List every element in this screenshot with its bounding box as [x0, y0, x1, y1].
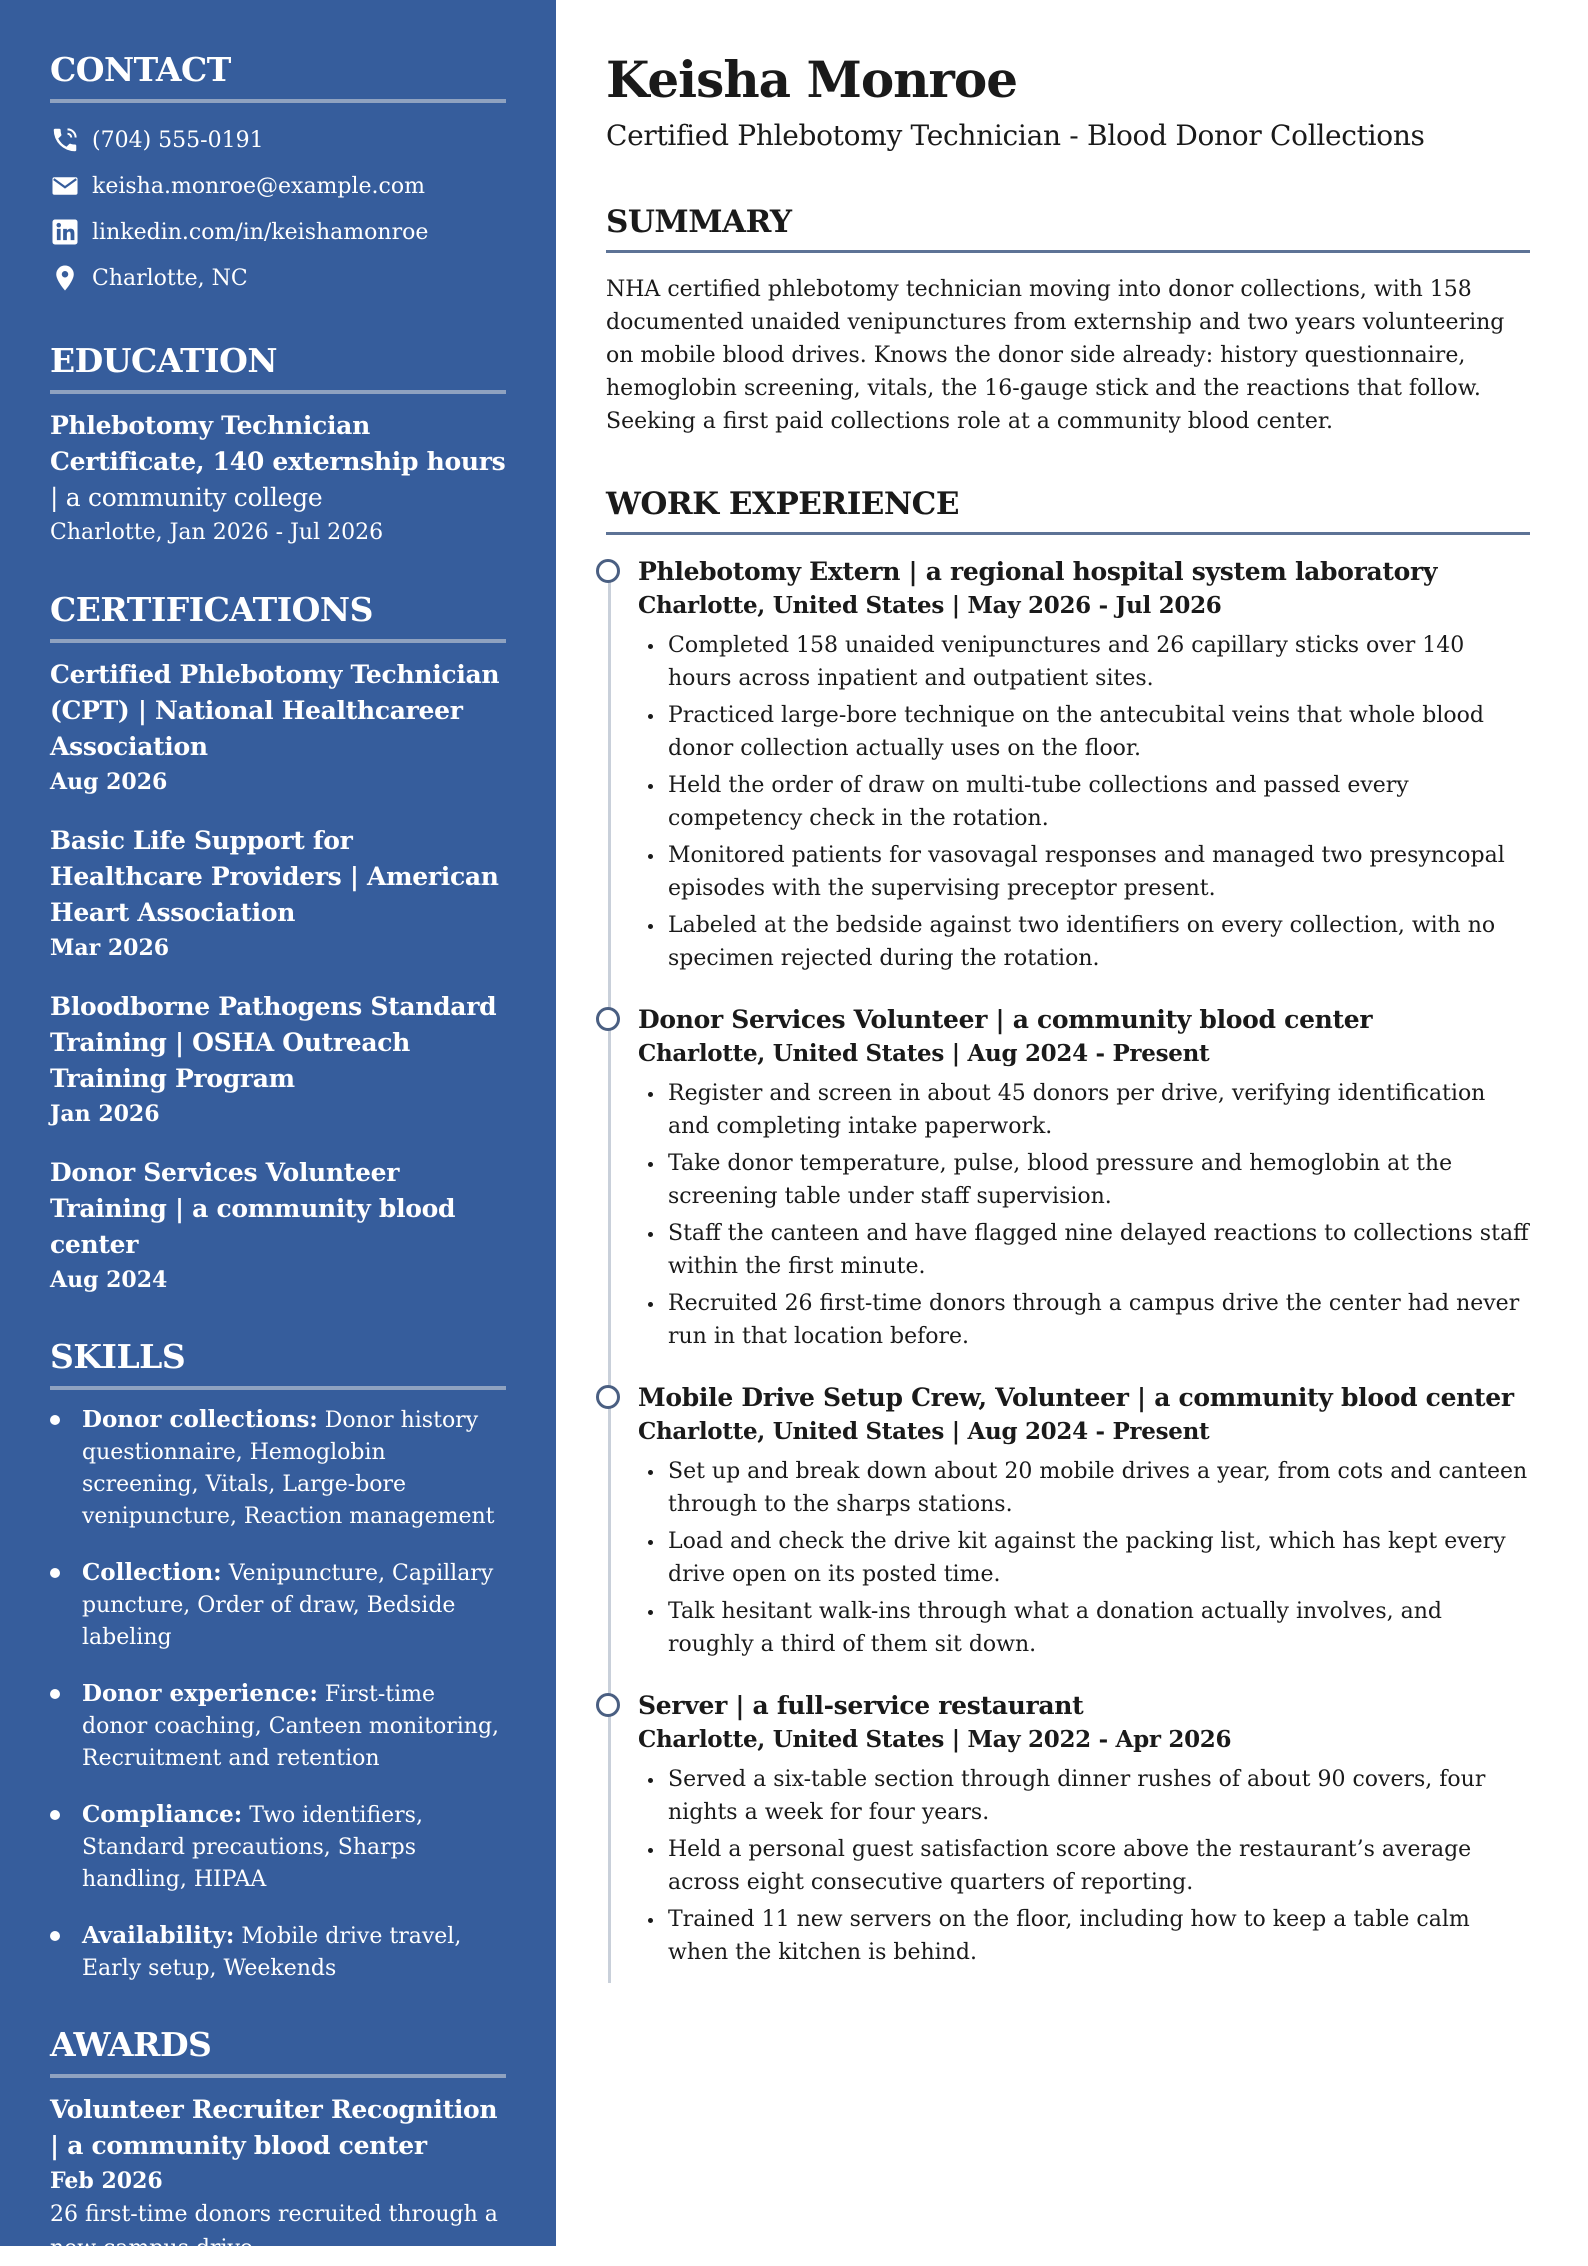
candidate-name: Keisha Monroe	[606, 50, 1018, 109]
job-bullet: Talk hesitant walk-ins through what a donation actually involves, and roughly a third of them sit down.	[638, 1595, 1530, 1661]
job-bullets	[638, 1763, 1530, 1969]
skill-name: Compliance:	[82, 1801, 243, 1828]
certification-date: Aug 2026	[50, 769, 168, 795]
contact-linkedin[interactable]	[50, 209, 506, 255]
certification-item	[50, 1155, 506, 1297]
job-bullet: Completed 158 unaided venipunctures and 26 capillary sticks over 140 hours across inpatient and outpatient sites.	[638, 629, 1530, 695]
experience-section	[606, 486, 1530, 1969]
skill-item	[50, 1404, 506, 1533]
summary-section	[606, 204, 1530, 438]
skill-value: Two identifiers, Standard precautions, Sharps handling, HIPAA	[82, 1803, 423, 1892]
contact-section	[50, 50, 506, 301]
skill-name: Availability:	[82, 1922, 235, 1949]
job-meta: Charlotte, United States | May 2026 - Jul 2026	[638, 592, 1222, 619]
certification-date: Jan 2026	[50, 1101, 160, 1127]
job-entry	[638, 1003, 1530, 1353]
education-degree: Phlebotomy Technician Certificate, 140 externship hours	[50, 411, 506, 476]
education-item	[50, 408, 506, 550]
timeline-dot	[596, 1385, 620, 1409]
job-bullet: Recruited 26 first-time donors through a campus drive the center had never run in that location before.	[638, 1287, 1530, 1353]
job-entry	[638, 555, 1530, 975]
sidebar	[0, 0, 556, 2261]
certification-date: Mar 2026	[50, 935, 170, 961]
awards-heading: AWARDS	[50, 2025, 506, 2078]
summary-heading: SUMMARY	[606, 204, 1530, 253]
job-bullet: Labeled at the bedside against two identifiers on every collection, with no specimen rejected during the rotation.	[638, 909, 1530, 975]
job-bullet: Trained 11 new servers on the floor, including how to keep a table calm when the kitchen is behind.	[638, 1903, 1530, 1969]
award-title: Volunteer Recruiter Recognition | a community blood center	[50, 2095, 498, 2160]
education-meta: Charlotte, Jan 2026 - Jul 2026	[50, 520, 384, 545]
contact-phone-text: (704) 555-0191	[92, 127, 264, 153]
award-description: 26 first-time donors recruited through a new campus drive.	[50, 2202, 498, 2261]
location-pin-icon	[50, 263, 80, 293]
job-meta: Charlotte, United States | Aug 2024 - Present	[638, 1418, 1210, 1445]
job-bullet: Take donor temperature, pulse, blood pressure and hemoglobin at the screening table under staff supervision.	[638, 1147, 1530, 1213]
timeline-dot	[596, 1693, 620, 1717]
experience-heading: WORK EXPERIENCE	[606, 486, 1530, 535]
skill-item	[50, 1920, 506, 1985]
experience-timeline	[606, 555, 1530, 1969]
skill-value: Donor history questionnaire, Hemoglobin screening, Vitals, Large-bore venipuncture, Reaction management	[82, 1408, 495, 1529]
job-bullet: Staff the canteen and have flagged nine delayed reactions to collections staff within the first minute.	[638, 1217, 1530, 1283]
job-title: Server | a full-service restaurant	[638, 1691, 1084, 1720]
job-bullet: Register and screen in about 45 donors per drive, verifying identification and completing intake paperwork.	[638, 1077, 1530, 1143]
candidate-role: Certified Phlebotomy Technician - Blood Donor Collections	[606, 119, 1425, 152]
job-bullet: Held a personal guest satisfaction score above the restaurant’s average across eight consecutive quarters of reporting.	[638, 1833, 1530, 1899]
job-meta: Charlotte, United States | Aug 2024 - Present	[638, 1040, 1210, 1067]
job-bullet: Served a six-table section through dinner rushes of about 90 covers, four nights a week for four years.	[638, 1763, 1530, 1829]
job-title: Donor Services Volunteer | a community blood center	[638, 1005, 1373, 1034]
job-bullet: Practiced large-bore technique on the antecubital veins that whole blood donor collection actually uses on the floor.	[638, 699, 1530, 765]
certification-title: Bloodborne Pathogens Standard Training | OSHA Outreach Training Program	[50, 992, 497, 1093]
timeline-dot	[596, 1007, 620, 1031]
education-title	[50, 408, 506, 516]
education-school: | a community college	[50, 483, 323, 512]
skill-name: Donor collections:	[82, 1406, 318, 1433]
skill-item	[50, 1678, 506, 1775]
education-heading: EDUCATION	[50, 341, 506, 394]
education-section	[50, 341, 506, 550]
skill-item	[50, 1557, 506, 1654]
certification-title: Basic Life Support for Healthcare Providers | American Heart Association	[50, 826, 499, 927]
job-title: Mobile Drive Setup Crew, Volunteer | a community blood center	[638, 1383, 1514, 1412]
phone-icon	[50, 125, 80, 155]
certification-item	[50, 823, 506, 965]
certification-item	[50, 989, 506, 1131]
email-icon	[50, 171, 80, 201]
skills-heading: SKILLS	[50, 1337, 506, 1390]
award-date: Feb 2026	[50, 2168, 163, 2194]
summary-text: NHA certified phlebotomy technician moving into donor collections, with 158 documented unaided venipunctures from externship and two years volunteering on mobile blood drives. Knows the donor side already: history questionnaire, hemoglobin screening, vitals, the 16-gauge stick and the reactions that follow. Seeking a first paid collections role at a community blood center.	[606, 277, 1505, 434]
timeline-dot	[596, 559, 620, 583]
job-entry	[638, 1381, 1530, 1661]
skill-name: Donor experience:	[82, 1680, 318, 1707]
job-bullet: Held the order of draw on multi-tube collections and passed every competency check in the rotation.	[638, 769, 1530, 835]
contact-email-text: keisha.monroe@example.com	[92, 173, 425, 199]
certifications-heading: CERTIFICATIONS	[50, 590, 506, 643]
contact-heading: CONTACT	[50, 50, 506, 103]
job-entry	[638, 1689, 1530, 1969]
job-title: Phlebotomy Extern | a regional hospital system laboratory	[638, 557, 1438, 586]
contact-email[interactable]	[50, 163, 506, 209]
job-bullets	[638, 1455, 1530, 1661]
skills-list	[50, 1404, 506, 1985]
award-item	[50, 2092, 506, 2266]
contact-location-text: Charlotte, NC	[92, 265, 248, 291]
linkedin-icon	[50, 217, 80, 247]
skills-section	[50, 1337, 506, 1985]
contact-phone[interactable]	[50, 117, 506, 163]
certification-title: Donor Services Volunteer Training | a community blood center	[50, 1158, 456, 1259]
awards-section	[50, 2025, 506, 2266]
skill-item	[50, 1799, 506, 1896]
skill-value: Mobile drive travel, Early setup, Weekends	[82, 1924, 462, 1981]
job-meta: Charlotte, United States | May 2022 - Apr 2026	[638, 1726, 1232, 1753]
skill-value: First-time donor coaching, Canteen monitoring, Recruitment and retention	[82, 1682, 500, 1771]
job-bullet: Load and check the drive kit against the packing list, which has kept every drive open on its posted time.	[638, 1525, 1530, 1591]
job-bullet: Monitored patients for vasovagal responses and managed two presyncopal episodes with the supervising preceptor present.	[638, 839, 1530, 905]
main-content	[556, 0, 1588, 2246]
contact-location	[50, 255, 506, 301]
skill-value: Venipuncture, Capillary puncture, Order of draw, Bedside labeling	[82, 1561, 494, 1650]
certification-title: Certified Phlebotomy Technician (CPT) | National Healthcareer Association	[50, 660, 500, 761]
contact-linkedin-text: linkedin.com/in/keishamonroe	[92, 219, 429, 245]
skill-name: Collection:	[82, 1559, 222, 1586]
job-bullets	[638, 1077, 1530, 1353]
certification-item	[50, 657, 506, 799]
job-bullet: Set up and break down about 20 mobile drives a year, from cots and canteen through to the sharps stations.	[638, 1455, 1530, 1521]
job-bullets	[638, 629, 1530, 975]
certification-date: Aug 2024	[50, 1267, 168, 1293]
certifications-section	[50, 590, 506, 1297]
